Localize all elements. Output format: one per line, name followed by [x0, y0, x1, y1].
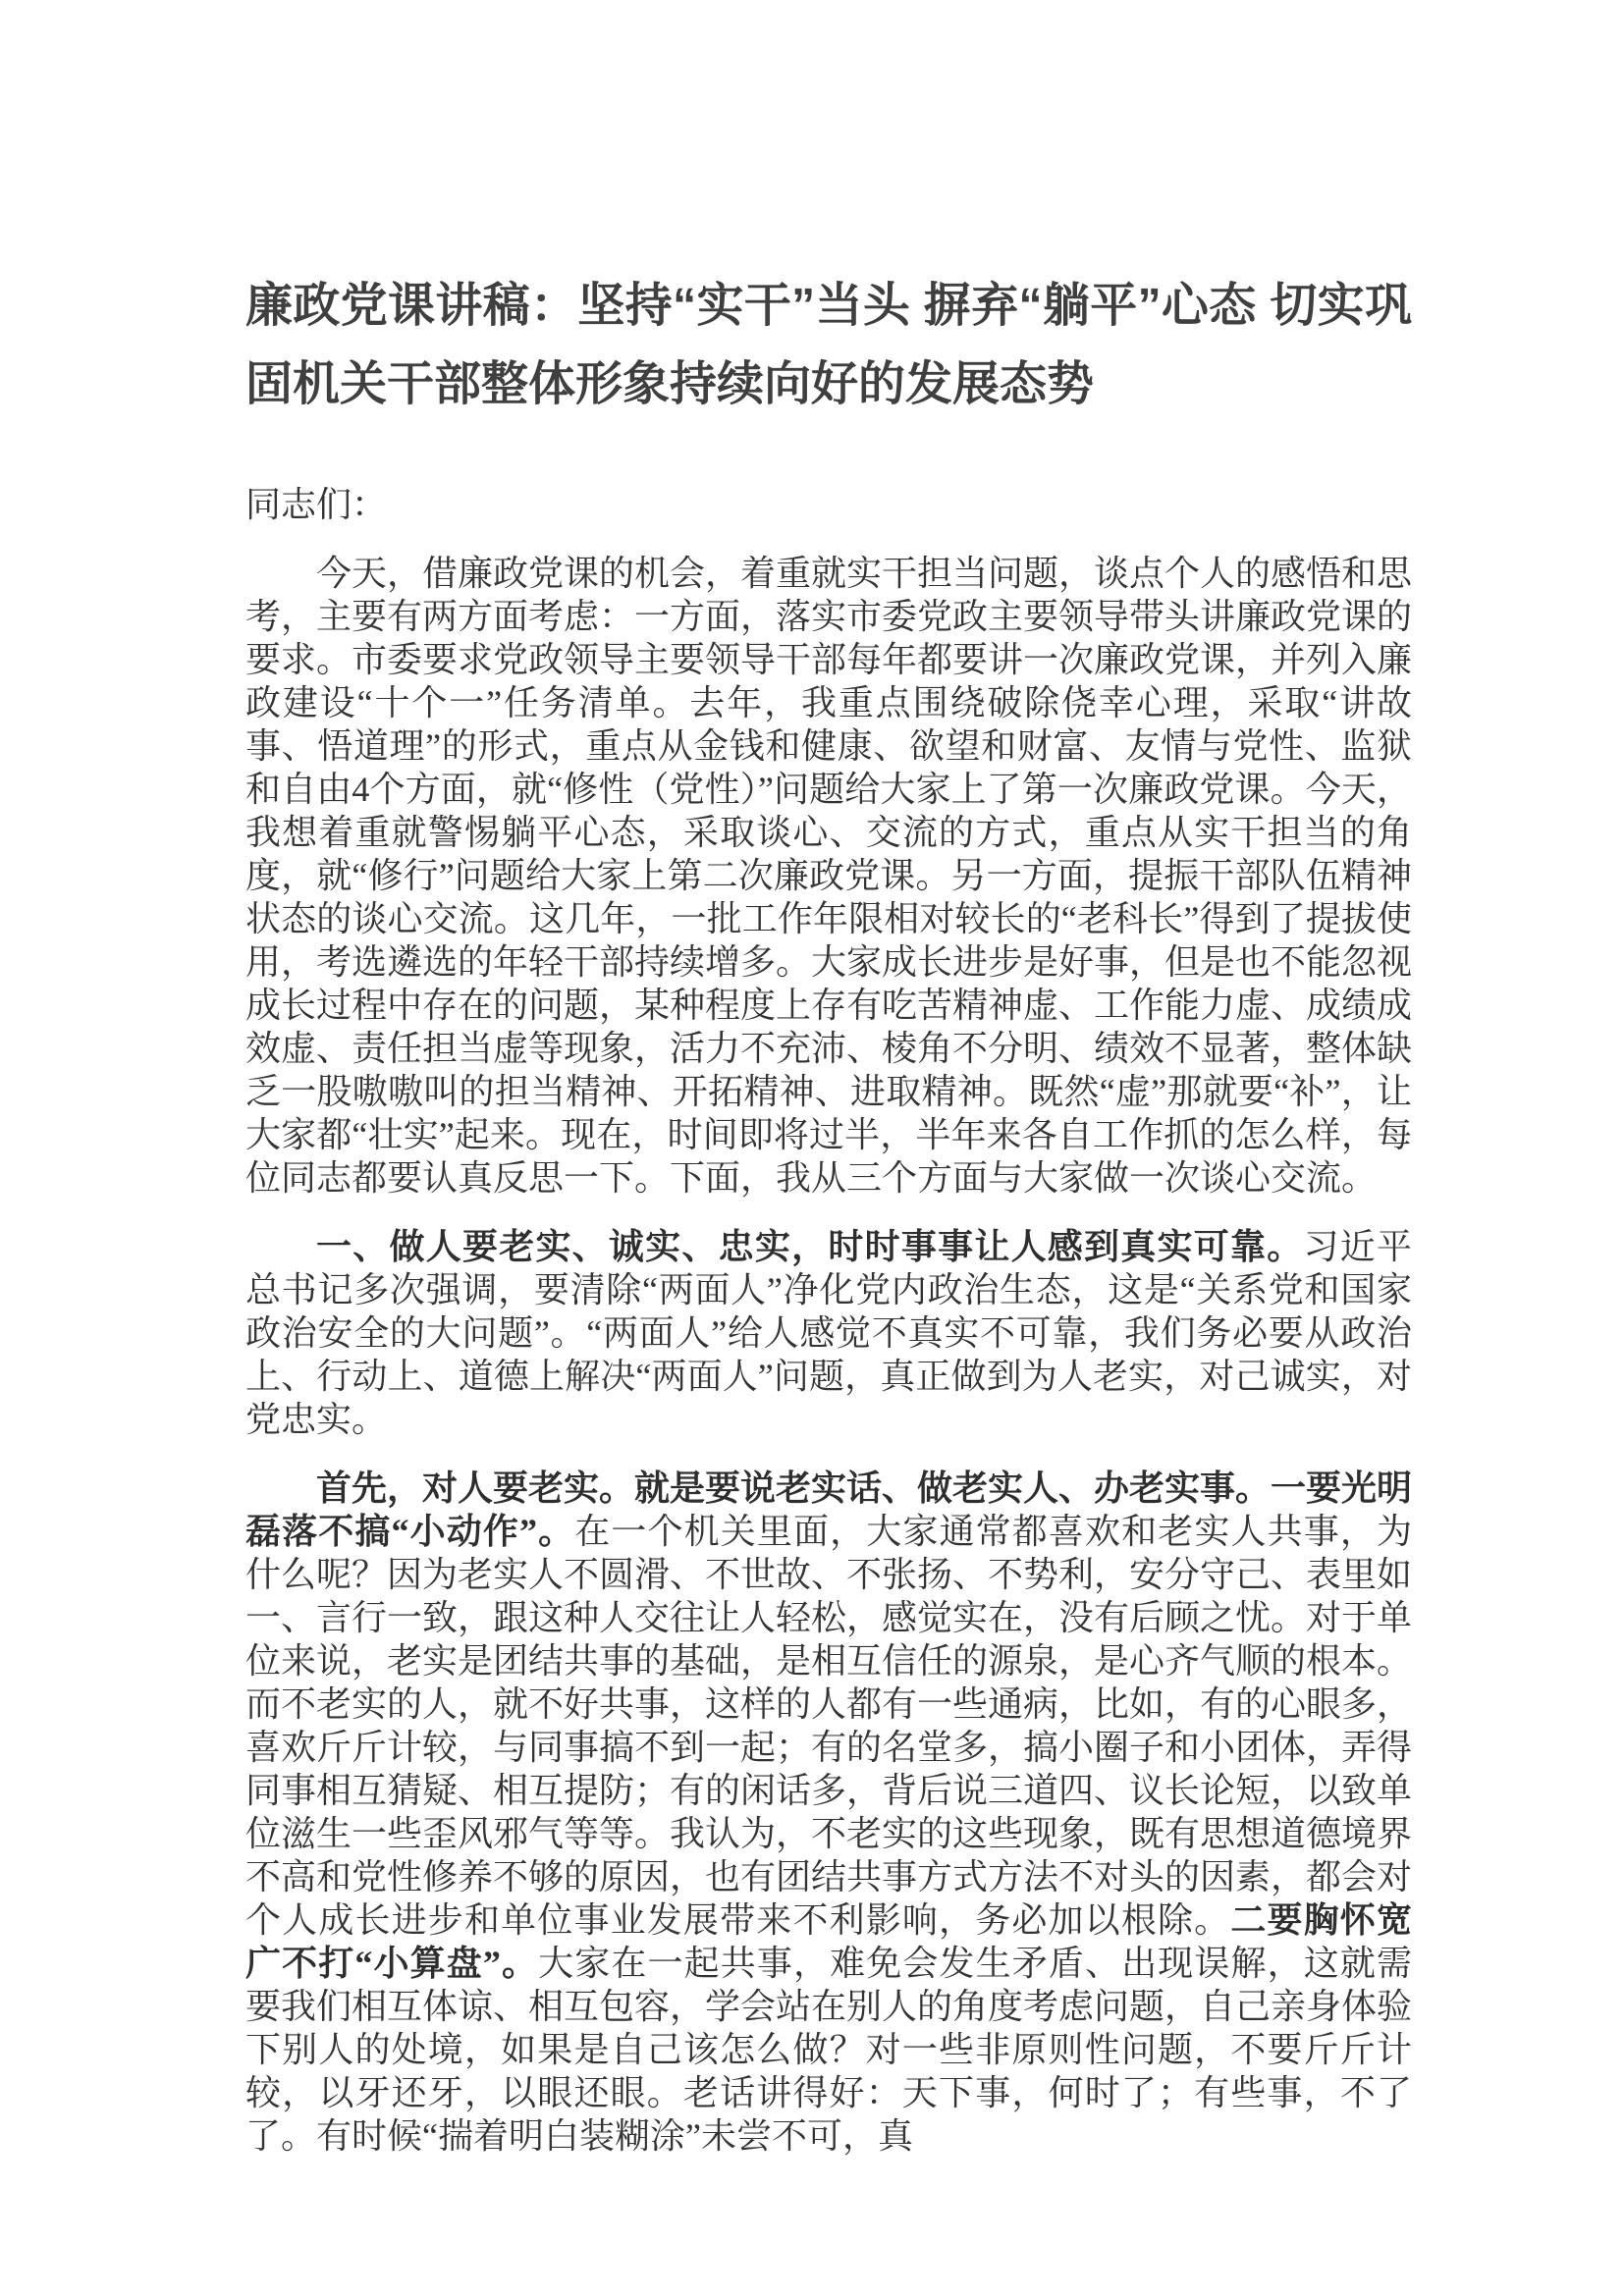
text-run-bold: 二要胸怀宽广不打“小算盘”。	[245, 1900, 1412, 1983]
text-run: 习近平总书记多次强调，要清除“两面人”净化党内政治生态，这是“关系党和国家政治安全的大问题”。“两面人”给人感觉不真实不可靠，我们务必要从政治上、行动上、道德上解决“两面人”问题，真正做到为人老实，对己诚实，对党忠实。	[245, 1227, 1412, 1439]
text-run: 在一个机关里面，大家通常都喜欢和老实人共事，为什么呢？因为老实人不圆滑、不世故、不张扬、不势利，安分守己、表里如一、言行一致，跟这种人交往让人轻松，感觉实在，没有后顾之忧。对于单位来说，老实是团结共事的基础，是相互信任的源泉，是心齐气顺的根本。而不老实的人，就不好共事，这样的人都有一些通病，比如，有的心眼多，喜欢斤斤计较，与同事搞不到一起；有的名堂多，搞小圈子和小团体，弄得同事相互猜疑、相互提防；有的闲话多，背后说三道四、议长论短，以致单位滋生一些歪风邪气等等。我认为，不老实的这些现象，既有思想道德境界不高和党性修养不够的原因，也有团结共事方式方法不对头的因素，都会对个人成长进步和单位事业发展带来不利影响，务必加以根除。	[245, 1512, 1413, 1940]
document-body	[245, 483, 1412, 2158]
paragraph	[245, 552, 1412, 1200]
text-run: 今天，借廉政党课的机会，着重就实干担当问题，谈点个人的感悟和思考，主要有两方面考虑：一方面，落实市委党政主要领导带头讲廉政党课的要求。市委要求党政领导主要领导干部每年都要讲一次廉政党课，并列入廉政建设“十个一”任务清单。去年，我重点围绕破除侥幸心理，采取“讲故事、悟道理”的形式，重点从金钱和健康、欲望和财富、友情与党性、监狱和自由4个方面，就“修性（党性）”问题给大家上了第一次廉政党课。今天，我想着重就警惕躺平心态，采取谈心、交流的方式，重点从实干担当的角度，就“修行”问题给大家上第二次廉政党课。另一方面，提振干部队伍精神状态的谈心交流。这几年，一批工作年限相对较长的“老科长”得到了提拔使用，考选遴选的年轻干部持续增多。大家成长进步是好事，但是也不能忽视成长过程中存在的问题，某种程度上存有吃苦精神虚、工作能力虚、成绩成效虚、责任担当虚等现象，活力不充沛、棱角不分明、绩效不显著，整体缺乏一股嗷嗷叫的担当精神、开拓精神、进取精神。既然“虚”那就要“补”，让大家都“壮实”起来。现在，时间即将过半，半年来各自工作抓的怎么样，每位同志都要认真反思一下。下面，我从三个方面与大家做一次谈心交流。	[245, 554, 1413, 1198]
paragraph	[245, 1225, 1412, 1441]
paragraph	[245, 1467, 1412, 2158]
greeting-line: 同志们：	[245, 485, 388, 524]
text-run-bold: 首先，对人要老实。就是要说老实话、做老实人、办老实事。一要光明磊落不搞“小动作”。	[245, 1468, 1413, 1551]
document-title: 廉政党课讲稿：坚持“实干”当头 摒弃“躺平”心态 切实巩固机关干部整体形象持续向好的发展态势	[245, 280, 1412, 410]
text-run: 大家在一起共事，难免会发生矛盾、出现误解，这就需要我们相互体谅、相互包容，学会站在别人的角度考虑问题，自己亲身体验下别人的处境，如果是自己该怎么做？对一些非原则性问题，不要斤斤计较，以牙还牙，以眼还眼。老话讲得好：天下事，何时了；有些事，不了了。有时候“揣着明白装糊涂”未尝不可，真	[245, 1944, 1413, 2156]
text-run-bold: 一、做人要老实、诚实、忠实，时时事事让人感到真实可靠。	[316, 1227, 1304, 1266]
